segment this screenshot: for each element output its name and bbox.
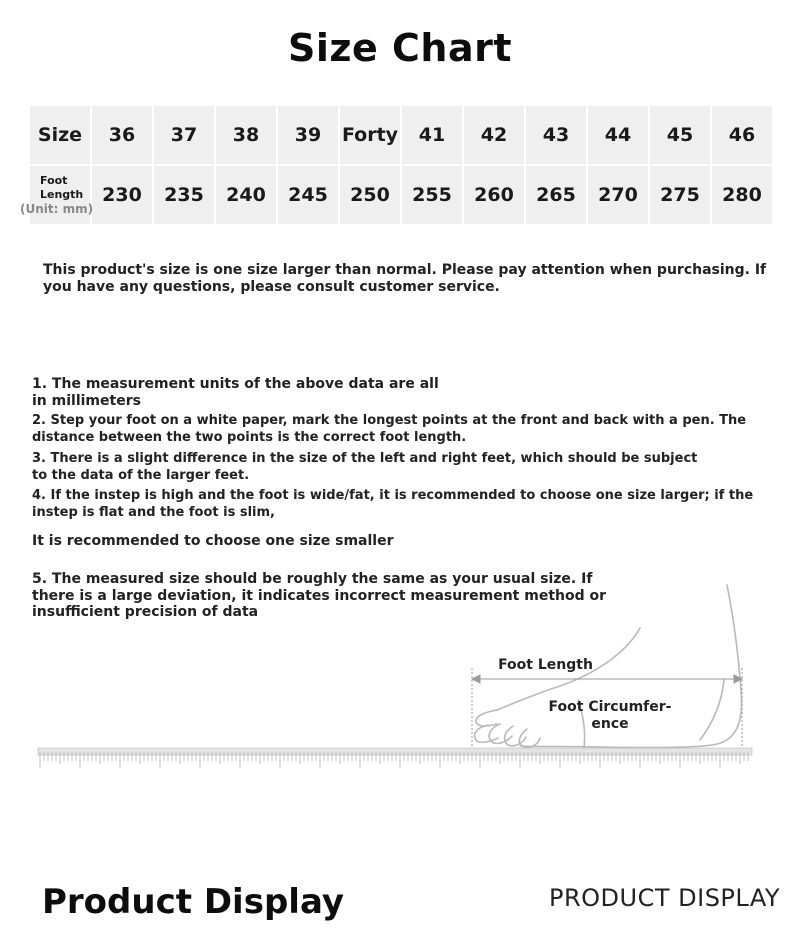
length-cell: 280 bbox=[712, 166, 772, 224]
ruler-icon bbox=[38, 748, 752, 768]
size-cell: 36 bbox=[92, 106, 152, 164]
length-cell: 245 bbox=[278, 166, 338, 224]
product-display-title: Product Display bbox=[42, 882, 344, 922]
size-cell: 41 bbox=[402, 106, 462, 164]
foot-length-label: Foot Length bbox=[498, 657, 593, 673]
size-header: Size bbox=[30, 106, 90, 164]
size-cell: 45 bbox=[650, 106, 710, 164]
foot-circumference-text: Foot Circumfer- ence bbox=[548, 699, 672, 732]
length-cell: 255 bbox=[402, 166, 462, 224]
size-cell: Forty bbox=[340, 106, 400, 164]
size-cell: 44 bbox=[588, 106, 648, 164]
instruction-step-3: 3. There is a slight difference in the size of the left and right feet, which should be subject to the data of the larger feet. bbox=[32, 451, 698, 483]
size-notice: This product's size is one size larger than normal. Please pay attention when purchasing. If you have any questions, please consult customer service. bbox=[43, 262, 767, 295]
product-display-label: PRODUCT DISPLAY bbox=[549, 884, 781, 912]
size-cell: 42 bbox=[464, 106, 524, 164]
instruction-step-4: 4. If the instep is high and the foot is wide/fat, it is recommended to choose one size larger; if the instep is flat and the foot is slim, bbox=[32, 488, 754, 520]
unit-label: (Unit: mm) bbox=[20, 202, 94, 216]
instruction-step-1: 1. The measurement units of the above data are all in millimeters bbox=[32, 376, 439, 409]
length-cell: 260 bbox=[464, 166, 524, 224]
size-cell: 39 bbox=[278, 106, 338, 164]
page-title: Size Chart bbox=[287, 26, 512, 70]
instruction-step-5: 5. The measured size should be roughly the same as your usual size. If there is a large deviation, it indicates incorrect measurement method or insufficient precision of data bbox=[32, 571, 607, 620]
foot-length-label: Foot Length bbox=[40, 174, 84, 201]
length-cell: 270 bbox=[588, 166, 648, 224]
length-cell: 275 bbox=[650, 166, 710, 224]
size-cell: 46 bbox=[712, 106, 772, 164]
length-cell: 235 bbox=[154, 166, 214, 224]
instruction-step-2: 2. Step your foot on a white paper, mark the longest points at the front and back with a pen. The distance between the two points is the correct foot length. bbox=[32, 413, 747, 445]
length-cell: 240 bbox=[216, 166, 276, 224]
size-cell: 38 bbox=[216, 106, 276, 164]
size-cell: 37 bbox=[154, 106, 214, 164]
instruction-step-4-continued: It is recommended to choose one size smaller bbox=[32, 533, 394, 549]
length-cell: 250 bbox=[340, 166, 400, 224]
length-cell: 230 bbox=[92, 166, 152, 224]
foot-circumference-label bbox=[544, 699, 676, 733]
length-cell: 265 bbox=[526, 166, 586, 224]
size-cell: 43 bbox=[526, 106, 586, 164]
